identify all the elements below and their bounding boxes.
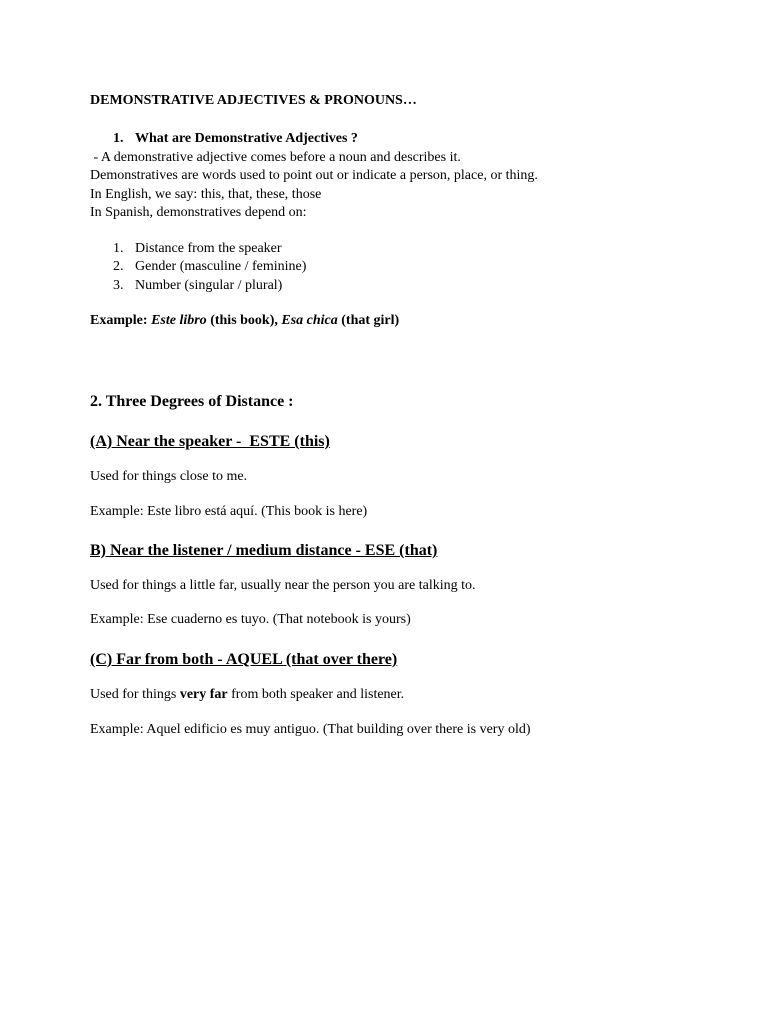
paragraph-line: - A demonstrative adjective comes before a noun and describes it. <box>90 150 461 165</box>
subsection-b-usage: Used for things a little far, usually near the person you are talking to. <box>90 578 476 593</box>
paragraph-line: In Spanish, demonstratives depend on: <box>90 205 307 220</box>
section1-heading-text: What are Demonstrative Adjectives ? <box>135 131 358 146</box>
subsection-b-heading: B) Near the listener / medium distance - ESE (that) <box>90 542 438 559</box>
example-spanish-2: Esa chica <box>281 313 338 328</box>
list-item <box>113 240 282 258</box>
section2-heading: 2. Three Degrees of Distance : <box>90 393 294 410</box>
list-item <box>113 258 306 276</box>
example-english-2: (that girl) <box>337 313 400 328</box>
subsection-a-example: Example: Este libro está aquí. (This book is here) <box>90 504 368 519</box>
subsection-c-example: Example: Aquel edificio es muy antiguo. (That building over there is very old) <box>90 722 531 737</box>
paragraph-line: In English, we say: this, that, these, those <box>90 187 322 202</box>
list-item <box>113 277 282 295</box>
list-item-text: Gender (masculine / feminine) <box>135 259 307 274</box>
example-spanish-1: Este libro <box>151 313 207 328</box>
example-line <box>90 312 399 330</box>
list-item-number: 3. <box>113 278 124 293</box>
example-label: Example: <box>90 313 152 328</box>
usage-text-pre: Used for things <box>90 687 180 702</box>
section1-heading <box>113 130 358 148</box>
subsection-c-usage <box>90 686 404 704</box>
list-item-text: Distance from the speaker <box>135 241 282 256</box>
list-item-number: 2. <box>113 259 124 274</box>
document-title: DEMONSTRATIVE ADJECTIVES & PRONOUNS… <box>90 93 417 108</box>
usage-text-post: from both speaker and listener. <box>227 687 405 702</box>
subsection-a-heading: (A) Near the speaker - ESTE (this) <box>90 433 330 450</box>
example-english-1: (this book), <box>206 313 282 328</box>
subsection-b-example: Example: Ese cuaderno es tuyo. (That notebook is yours) <box>90 612 411 627</box>
subsection-a-usage: Used for things close to me. <box>90 469 248 484</box>
list-item-number: 1. <box>113 241 124 256</box>
list-item-text: Number (singular / plural) <box>135 278 283 293</box>
subsection-c-heading: (C) Far from both - AQUEL (that over there) <box>90 651 398 668</box>
paragraph-line: Demonstratives are words used to point out or indicate a person, place, or thing. <box>90 168 538 183</box>
usage-text-emphasis: very far <box>179 687 228 702</box>
section1-number: 1. <box>113 131 124 146</box>
